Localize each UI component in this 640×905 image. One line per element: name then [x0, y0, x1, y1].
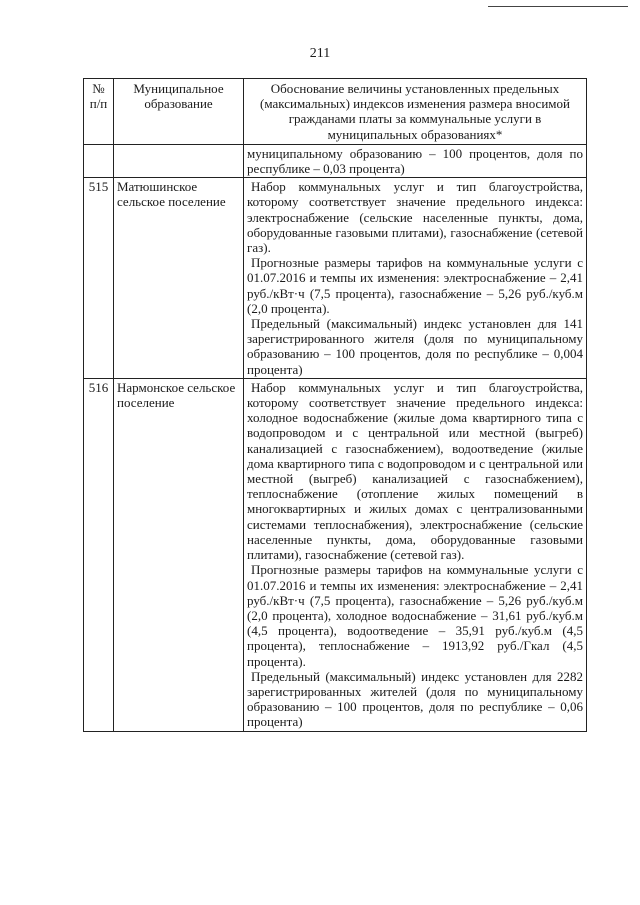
paragraph: Предельный (максимальный) индекс установлен для 2282 зарегистрированных жителей (доля по муниципальному образованию – 100 процентов, доля по республике – 0,06 процента)	[247, 668, 583, 730]
paragraph: Прогнозные размеры тарифов на коммунальные услуги с 01.07.2016 и темпы их изменения: электроснабжение – 2,41 руб./кВт·ч (7,5 процента), газоснабжение – 5,26 руб./куб.м (2,0 процента).	[247, 255, 583, 316]
paragraph: Набор коммунальных услуг и тип благоустройства, которому соответствует значение предельного индекса: электроснабжение (сельские населенные пункты, дома, оборудованные газовыми плитами), газоснабжение (сетевой газ).	[247, 179, 583, 256]
continuation-number-cell	[84, 144, 114, 177]
paragraph: Набор коммунальных услуг и тип благоустройства, которому соответствует значение предельного индекса: холодное водоснабжение (жилые дома квартирного типа с водопроводом и с центральной или местной (выгреб) канализацией с газоснабжением), водоотведение (жилые дома квартирного типа с водопроводом и с центральной или местной (выгреб) канализацией с газоснабжением), теплоснабжение (отопление жилых помещений в многоквартирных и жилых домах с централизованными системами теплоснабжения), электроснабжение (сельские населенные пункты, дома, оборудованные газовыми плитами), газоснабжение (сетевой газ).	[247, 379, 583, 563]
paragraph: Прогнозные размеры тарифов на коммунальные услуги с 01.07.2016 и темпы их изменения: электроснабжение – 2,41 руб./кВт·ч (7,5 процента), газоснабжение – 5,26 руб./куб.м (2,0 процента), холодное водоснабжение – 31,61 руб./куб.м (4,5 процента), водоотведение – 35,91 руб./куб.м (4,5 процента), теплоснабжение – 1913,92 руб./Гкал (4,5 процента).	[247, 562, 583, 669]
table-row	[84, 378, 587, 731]
header-justification: Обоснование величины установленных предельных (максимальных) индексов изменения размера вносимой гражданами платы за коммунальные услуги в муниципальных образованиях*	[244, 79, 587, 145]
continuation-municipality-cell	[114, 144, 244, 177]
continuation-row	[84, 144, 587, 177]
row-number: 515	[84, 178, 114, 379]
header-municipality: Муниципальное образование	[114, 79, 244, 145]
header-number: № п/п	[84, 79, 114, 145]
row-justification	[244, 178, 587, 379]
paragraph: Предельный (максимальный) индекс установлен для 141 зарегистрированного жителя (доля по муниципальному образованию – 100 процентов, доля по республике – 0,004 процента)	[247, 316, 583, 377]
table-row	[84, 178, 587, 379]
continuation-text-cell	[244, 144, 587, 177]
page-number: 211	[309, 46, 331, 61]
index-table	[83, 78, 587, 732]
row-municipality: Нармонское сельское поселение	[114, 378, 244, 731]
row-number: 516	[84, 378, 114, 731]
top-rule	[488, 6, 628, 7]
row-municipality: Матюшинское сельское поселение	[114, 178, 244, 379]
continuation-text: муниципальному образованию – 100 процентов, доля по республике – 0,03 процента)	[247, 145, 583, 177]
row-justification	[244, 378, 587, 731]
table-header-row	[84, 79, 587, 145]
